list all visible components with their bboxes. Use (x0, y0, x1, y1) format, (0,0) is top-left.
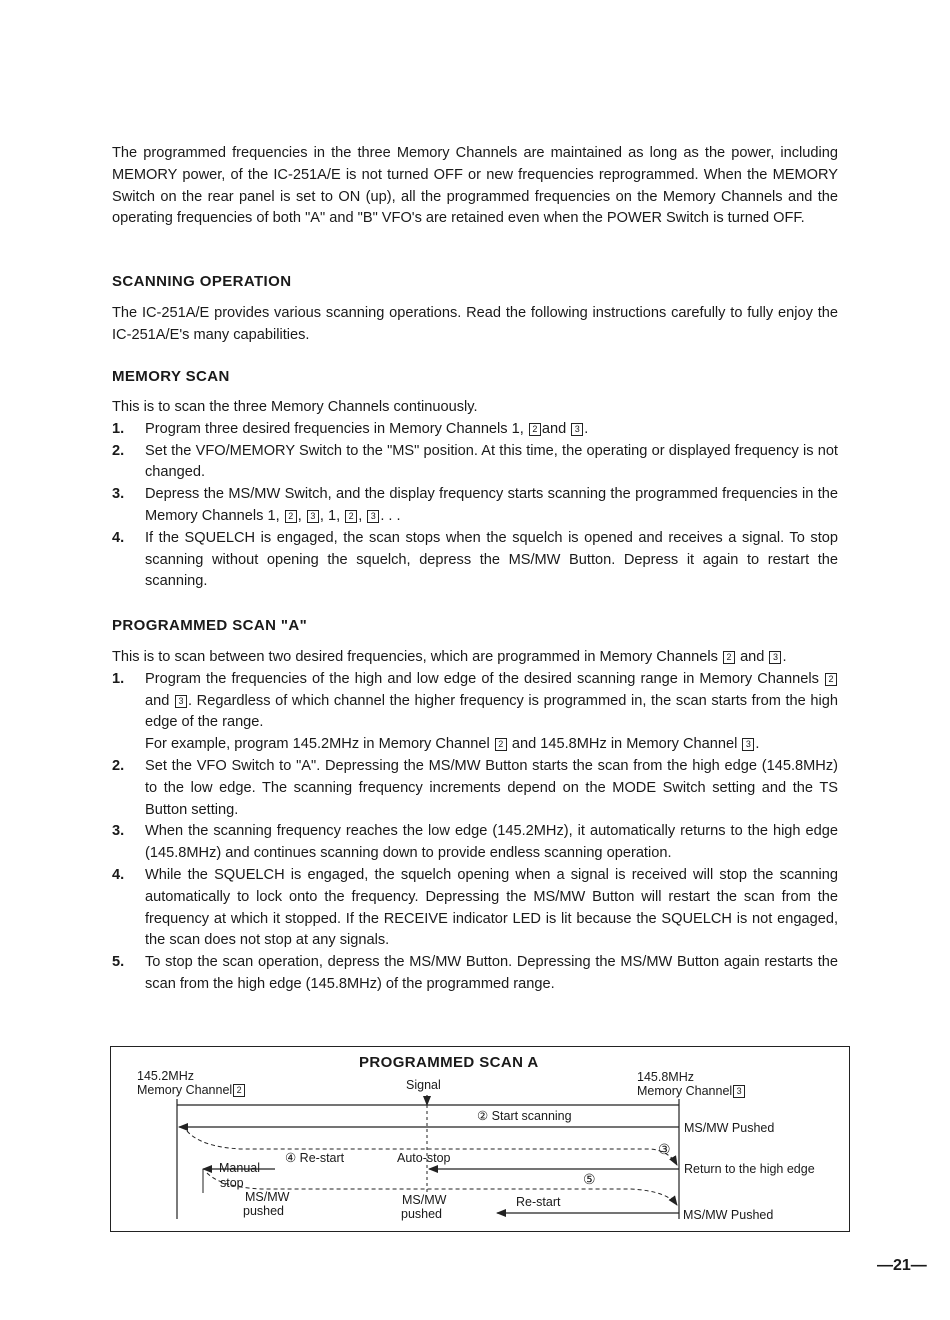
channel-2-box: 2 (495, 738, 507, 751)
programmed-scan-heading: PROGRAMMED SCAN "A" (112, 617, 308, 634)
example-text: For example, program 145.2MHz in Memory Channel (145, 736, 490, 753)
list-item (112, 821, 838, 865)
item-number: 4. (112, 866, 125, 883)
memory-scan-heading: MEMORY SCAN (112, 368, 230, 385)
list-item (112, 669, 838, 756)
item-number: 3. (112, 486, 125, 503)
item-number: 2. (112, 442, 125, 459)
list-item (112, 441, 838, 485)
item-text: and (541, 420, 567, 437)
item-text: Program three desired frequencies in Memory Channels 1, (145, 420, 524, 437)
example-text: . (755, 736, 760, 753)
item-number: 1. (112, 670, 125, 687)
restart-label: Re-start (516, 1195, 561, 1209)
signal-label: Signal (406, 1078, 441, 1092)
ms-mw-left: MS/MW (245, 1190, 290, 1204)
item-number: 4. (112, 529, 125, 546)
channel-2-box: 2 (345, 510, 357, 523)
item-text: . . . (380, 507, 401, 524)
high-edge-channel (637, 1084, 746, 1098)
ms-mw-pushed-label: MS/MW Pushed (684, 1121, 775, 1135)
programmed-scan-list (112, 669, 838, 996)
memory-scan-section (112, 397, 838, 593)
page-number: —21— (877, 1257, 927, 1274)
channel-3-box: 3 (175, 695, 187, 708)
item-text: and (145, 692, 170, 709)
ms-mw-center: MS/MW (402, 1193, 447, 1207)
ms-mw-pushed-bottom: MS/MW Pushed (683, 1208, 774, 1222)
list-item (112, 756, 838, 821)
item-text: . (584, 420, 589, 437)
diagram-lines (111, 1047, 849, 1231)
start-scanning-label: ② Start scanning (477, 1109, 572, 1123)
auto-stop-label: Auto-stop (397, 1151, 451, 1165)
programmed-scan-diagram (110, 1046, 850, 1232)
pushed-left: pushed (243, 1204, 285, 1218)
restart-4-label: ④ Re-start (285, 1151, 345, 1165)
item-text: Depress the MS/MW Switch, and the display frequency starts scanning the programmed frequencies in the Memory Channels 1, (145, 486, 838, 524)
item-number: 3. (112, 823, 125, 840)
channel-3-box: 3 (307, 510, 319, 523)
channel-3-box: 3 (733, 1085, 745, 1098)
channel-3-box: 3 (367, 510, 379, 523)
item-text: . Regardless of which channel the higher frequency is programmed in, the scan starts from the high edge of the range. (145, 692, 838, 731)
item-text: Set the VFO Switch to "A". Depressing the MS/MW Button starts the scan from the high edge (145.8MHz) to the low edge. The scanning frequency increments depend on the MODE Switch setting and the TS Button setting. (145, 757, 838, 818)
return-high-edge-label: Return to the high edge (684, 1162, 815, 1176)
scanning-heading: SCANNING OPERATION (112, 273, 292, 290)
low-edge-channel (137, 1083, 246, 1097)
step-3-marker: ③ (658, 1141, 671, 1157)
programmed-scan-intro (112, 647, 838, 669)
list-item (112, 865, 838, 952)
channel-label: Memory Channel (137, 1083, 233, 1097)
example-text: and 145.8MHz in Memory Channel (511, 736, 738, 753)
intro-text: This is to scan between two desired frequencies, which are programmed in Memory Channels (112, 649, 718, 665)
intro-paragraph: The programmed frequencies in the three Memory Channels are maintained as long as the power, including MEMORY power, of the IC-251A/E is not turned OFF or new frequencies reprogrammed. When the MEMORY Switch on the rear panel is set to ON (up), all the programmed frequencies on the Memory Channels and the operating frequencies of both "A" and "B" VFO's are retained even when the POWER Switch is turned OFF. (112, 145, 838, 227)
intro-text: and (740, 649, 765, 665)
example-line (145, 734, 838, 756)
channel-2-box: 2 (233, 1084, 245, 1097)
channel-2-box: 2 (723, 651, 735, 664)
channel-label: Memory Channel (637, 1084, 733, 1098)
item-number: 1. (112, 420, 125, 437)
low-edge-freq: 145.2MHz (137, 1069, 194, 1083)
high-edge-freq: 145.8MHz (637, 1070, 694, 1084)
item-text: If the SQUELCH is engaged, the scan stops when the squelch is opened and receives a signal. To stop scanning without opening the squelch, depress the MS/MW Button. Depress it again to restart the scanning. (145, 529, 838, 590)
intro-text: . (782, 649, 787, 665)
item-number: 5. (112, 954, 125, 971)
channel-2-box: 2 (285, 510, 297, 523)
item-text: , (358, 507, 363, 524)
memory-scan-list (112, 419, 838, 593)
channel-2-box: 2 (529, 423, 541, 436)
channel-2-box: 2 (825, 673, 837, 686)
channel-3-box: 3 (742, 738, 754, 751)
item-number: 2. (112, 757, 125, 774)
item-text: Program the frequencies of the high and low edge of the desired scanning range in Memory Channels (145, 670, 819, 687)
list-item (112, 419, 838, 441)
programmed-scan-section (112, 647, 838, 996)
list-item (112, 484, 838, 528)
manual-label: Manual (219, 1161, 260, 1175)
item-text: , (297, 507, 302, 524)
item-text: , 1, (319, 507, 341, 524)
stop-label: stop (220, 1176, 244, 1190)
list-item (112, 952, 838, 996)
item-text: When the scanning frequency reaches the low edge (145.2MHz), it automatically returns to the high edge (145.8MHz) and continues scanning down to provide endless scanning operation. (145, 823, 838, 862)
channel-3-box: 3 (769, 651, 781, 664)
scanning-paragraph: The IC-251A/E provides various scanning operations. Read the following instructions carefully to fully enjoy the IC-251A/E's many capabilities. (112, 305, 838, 343)
item-text: To stop the scan operation, depress the MS/MW Button. Depressing the MS/MW Button again restarts the scan from the high edge (145.8MHz) of the programmed range. (145, 954, 838, 992)
intro-section (112, 143, 838, 230)
item-text: While the SQUELCH is engaged, the squelch opening when a signal is received will stop the scanning automatically to lock onto the frequency. Depressing the MS/MW Button will restart the scan from the frequency at which it stopped. If the RECEIVE indicator LED is lit because the SQUELCH is not engaged, the scan does not stop at any signals. (145, 866, 838, 949)
scanning-section (112, 303, 838, 347)
channel-3-box: 3 (571, 423, 583, 436)
memory-scan-intro: This is to scan the three Memory Channels continuously. (112, 399, 478, 415)
item-text: Set the VFO/MEMORY Switch to the "MS" position. At this time, the operating or displayed frequency is not changed. (145, 442, 838, 481)
list-item (112, 528, 838, 593)
pushed-center: pushed (401, 1207, 443, 1221)
diagram-title: PROGRAMMED SCAN A (359, 1054, 539, 1071)
step-5-marker: ⑤ (583, 1171, 596, 1187)
